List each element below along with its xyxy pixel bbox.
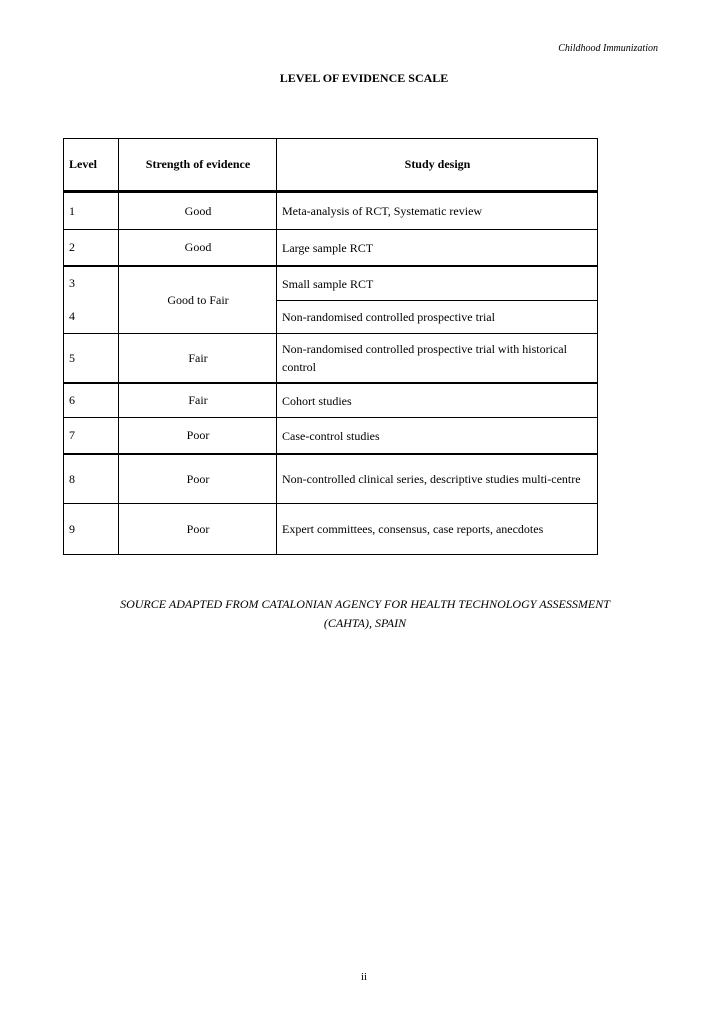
column-header-strength: Strength of evidence (119, 139, 277, 192)
level-cell: 9 (64, 504, 119, 555)
design-cell: Large sample RCT (277, 230, 598, 267)
strength-cell: Poor (119, 504, 277, 555)
level-cell: 4 (64, 301, 119, 334)
table-row (64, 334, 598, 384)
table-row (64, 192, 598, 230)
table-row (64, 418, 598, 455)
column-header-design: Study design (277, 139, 598, 192)
level-cell: 6 (64, 383, 119, 418)
design-cell: Non-controlled clinical series, descriptive studies multi-centre (277, 454, 598, 504)
table-row (64, 230, 598, 267)
column-header-level: Level (64, 139, 119, 192)
strength-cell-merged: Good to Fair (119, 266, 277, 334)
level-cell: 1 (64, 192, 119, 230)
table-row (64, 504, 598, 555)
running-header: Childhood Immunization (558, 43, 658, 54)
design-cell: Meta-analysis of RCT, Systematic review (277, 192, 598, 230)
source-note: SOURCE ADAPTED FROM CATALONIAN AGENCY FOR HEALTH TECHNOLOGY ASSESSMENT (CAHTA), SPAIN (120, 597, 610, 630)
level-cell: 7 (64, 418, 119, 455)
level-cell: 2 (64, 230, 119, 267)
level-cell: 5 (64, 334, 119, 384)
strength-cell: Good (119, 192, 277, 230)
table-row (64, 383, 598, 418)
strength-cell: Good (119, 230, 277, 267)
strength-cell: Poor (119, 454, 277, 504)
table-header-row (64, 139, 598, 192)
design-cell: Case-control studies (277, 418, 598, 455)
table-row (64, 454, 598, 504)
page-number: ii (360, 971, 368, 983)
design-cell: Expert committees, consensus, case reports, anecdotes (277, 504, 598, 555)
design-cell: Cohort studies (277, 383, 598, 418)
table-row (64, 266, 598, 301)
design-cell: Non-randomised controlled prospective trial (277, 301, 598, 334)
strength-cell: Fair (119, 334, 277, 384)
design-cell: Non-randomised controlled prospective trial with historical control (277, 334, 598, 384)
level-cell: 8 (64, 454, 119, 504)
strength-cell: Poor (119, 418, 277, 455)
strength-cell: Fair (119, 383, 277, 418)
design-cell: Small sample RCT (277, 266, 598, 301)
evidence-scale-table (63, 138, 598, 555)
page-title: LEVEL OF EVIDENCE SCALE (279, 71, 449, 85)
level-cell: 3 (64, 266, 119, 301)
